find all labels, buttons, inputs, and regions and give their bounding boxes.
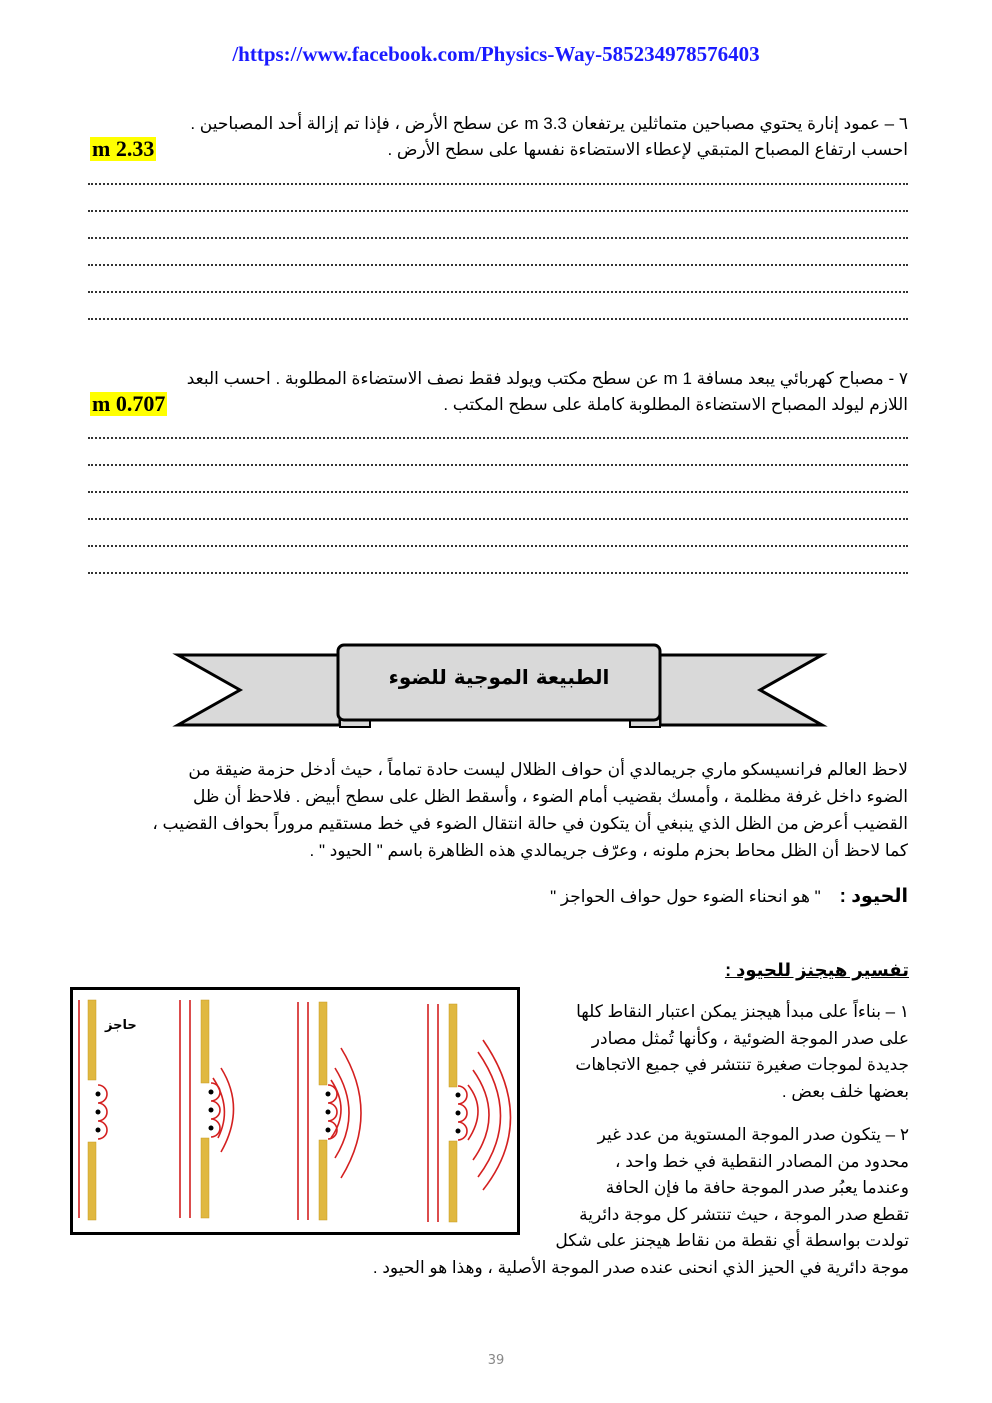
point2-line: وعندما يعبُر صدر الموجة حافة ما فإن الحافة xyxy=(605,1178,909,1197)
answer-line xyxy=(88,437,908,439)
point2-line: تقطع صدر الموجة ، حيث تنتشر كل موجة دائرية xyxy=(579,1204,909,1224)
point2-line: ٢ – يتكون صدر الموجة المستوية من عدد غير xyxy=(597,1125,909,1144)
answer-line xyxy=(88,291,908,293)
answer-line xyxy=(88,183,908,185)
answer-line xyxy=(88,264,908,266)
answer-line xyxy=(88,210,908,212)
definition-term: الحيود : xyxy=(839,886,908,907)
q6-line2-row xyxy=(85,137,908,163)
huygens-wavelets-diagram xyxy=(73,990,517,1232)
q7-answer-highlight: 0.707 m xyxy=(92,391,166,416)
answer-line xyxy=(88,318,908,320)
intro-line: القضيب أعرض من الظل الذي ينبغي أن يتكون في حالة انتقال الضوء في خط مستقيم مروراً بحواف القضيب ، xyxy=(152,814,908,833)
diffraction-definition xyxy=(110,883,908,910)
barrier-label: حاجز xyxy=(105,1018,137,1033)
q6-line2: احسب ارتفاع المصباح المتبقي لإعطاء الاستضاءة نفسها على سطح الأرض . xyxy=(387,140,908,159)
answer-line xyxy=(88,237,908,239)
answer-line xyxy=(88,464,908,466)
page-number: 39 xyxy=(487,1353,505,1368)
facebook-url-header[interactable]: /https://www.facebook.com/Physics-Way-585234978576403 xyxy=(232,42,760,66)
intro-line: الضوء داخل غرفة مظلمة ، وأمسك بقضيب أمام الضوء ، وأسقط الظل على سطح أبيض . فلاحظ أن ظل xyxy=(192,787,908,806)
huygens-point-2 xyxy=(532,1122,909,1255)
answer-line xyxy=(88,572,908,574)
q6-answer-highlight: 2.33 m xyxy=(92,136,155,161)
q7-line2-row xyxy=(85,392,908,418)
point2-line: تولدت بواسطة أي نقطة من نقاط هيجنز على شكل xyxy=(555,1231,909,1250)
q7-line1: ٧ - مصباح كهربائي يبعد مسافة 1 m عن سطح مكتب ويولد فقط نصف الاستضاءة المطلوبة . احسب البعد xyxy=(186,369,908,388)
intro-line: لاحظ العالم فرانسيسكو ماري جريمالدي أن حواف الظلال ليست حادة تماماً ، حيث أدخل حزمة ضيقة من xyxy=(188,760,908,779)
answer-line xyxy=(88,518,908,520)
huygens-last-line: موجة دائرية في الحيز الذي انحنى عنده صدر الموجة الأصلية ، وهذا هو الحيود . xyxy=(372,1258,909,1277)
huygens-heading: تفسير هيجنز للحيود : xyxy=(725,960,909,980)
answer-line xyxy=(88,491,908,493)
point2-line: محدود من المصادر النقطية في خط واحد ، xyxy=(615,1151,909,1171)
q6-line1: ٦ – عمود إنارة يحتوي مصباحين متماثلين يرتفعان 3.3 m عن سطح الأرض ، فإذا تم إزالة أحد المصباحين . xyxy=(190,114,908,133)
intro-paragraph xyxy=(110,756,908,864)
intro-line: كما لاحظ أن الظل محاط بحزم ملونه ، وعرّف جريمالدي هذه الظاهرة باسم " الحيود " . xyxy=(309,841,908,860)
definition-text: " هو انحناء الضوء حول حواف الحواجز " xyxy=(550,887,821,906)
q7-line2: اللازم ليولد المصباح الاستضاءة المطلوبة كاملة على سطح المكتب . xyxy=(443,395,908,414)
huygens-point-1 xyxy=(532,999,909,1105)
point1-line: على صدر الموجة الضوئية ، وكأنها تُمثل مصادر xyxy=(591,1028,909,1048)
point1-line: ١ – بناءاً على مبدأ هيجنز يمكن اعتبار النقاط كلها xyxy=(576,1002,909,1021)
point1-line: جديدة لموجات صغيرة تنتشر في جميع الاتجاهات xyxy=(575,1055,909,1074)
question-7 xyxy=(85,366,908,418)
point1-line: بعضها خلف بعض . xyxy=(781,1081,909,1101)
diffraction-figure xyxy=(70,987,520,1235)
question-6 xyxy=(85,111,908,163)
answer-line xyxy=(88,545,908,547)
banner-title: الطبيعة الموجية للضوء xyxy=(388,665,610,689)
